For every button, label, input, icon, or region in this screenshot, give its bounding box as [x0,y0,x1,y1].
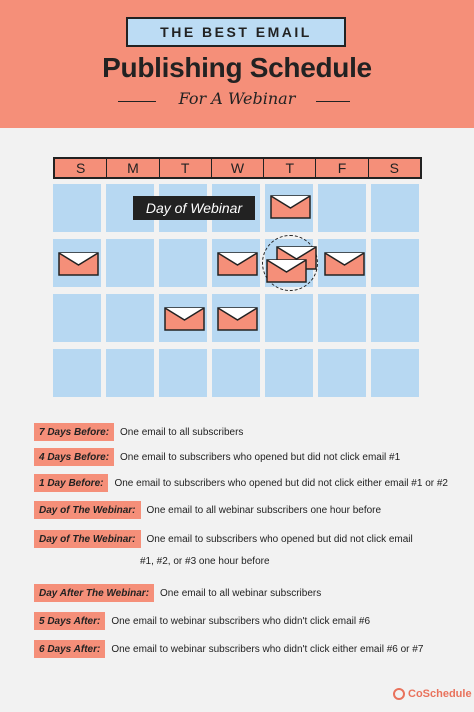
calendar-day-cell [371,184,419,232]
calendar-day-cell [371,239,419,287]
envelope-icon [217,307,258,331]
schedule-desc: One email to all subscribers [120,426,244,438]
envelope-icon [324,252,365,276]
calendar-day-cell [106,239,154,287]
weekday-mon: M [107,159,159,177]
schedule-tag: Day After The Webinar: [34,584,154,602]
calendar-day-cell [53,349,101,397]
calendar-day-cell [159,349,207,397]
schedule-row [34,612,370,630]
coschedule-logo [393,686,472,702]
schedule-desc: One email to all webinar subscribers [160,587,322,599]
calendar-day-cell [212,349,260,397]
schedule-tag: 4 Days Before: [34,448,114,466]
schedule-row [34,640,423,658]
schedule-tag: 1 Day Before: [34,474,108,492]
header-label-box: THE BEST EMAIL [126,17,346,47]
schedule-tag: 6 Days After: [34,640,105,658]
schedule-tag: Day of The Webinar: [34,530,141,548]
calendar-day-cell [106,349,154,397]
schedule-desc: One email to webinar subscribers who didn't click email #6 [111,615,371,627]
schedule-row [34,423,243,441]
schedule-row [34,448,400,466]
day-of-webinar-label: Day of Webinar [133,196,255,220]
calendar-day-cell [53,184,101,232]
schedule-row [34,584,321,602]
envelope-icon [270,195,311,219]
calendar-day-cell [371,349,419,397]
calendar-day-cell [265,349,313,397]
schedule-desc-continued: #1, #2, or #3 one hour before [140,556,270,567]
weekday-fri: F [316,159,368,177]
schedule-desc: One email to all webinar subscribers one hour before [146,504,382,516]
schedule-tag: 5 Days After: [34,612,105,630]
calendar-day-cell [265,294,313,342]
weekday-sun: S [55,159,107,177]
header-banner [0,0,474,128]
calendar-day-cell [159,239,207,287]
calendar-day-cell [318,349,366,397]
schedule-tag: Day of The Webinar: [34,501,141,519]
logo-text: CoSchedule [408,688,472,700]
envelope-icon [266,259,307,283]
page-subtitle: For A Webinar [178,89,296,108]
weekday-thu: T [264,159,316,177]
schedule-desc: One email to subscribers who opened but did not click email #1 [120,451,401,463]
coschedule-logo-icon [393,688,405,700]
schedule-row [34,474,448,492]
weekday-header [53,157,422,179]
schedule-desc: One email to subscribers who opened but did not click email [146,533,413,545]
page-title: Publishing Schedule [102,52,372,83]
calendar-day-cell [106,294,154,342]
calendar-day-cell [371,294,419,342]
envelope-icon [164,307,205,331]
calendar-day-cell [53,294,101,342]
weekday-tue: T [160,159,212,177]
schedule-row [34,501,381,519]
schedule-row [34,530,413,548]
schedule-desc: One email to webinar subscribers who didn't click either email #6 or #7 [111,643,424,655]
weekday-sat: S [389,160,399,176]
schedule-desc: One email to subscribers who opened but did not click either email #1 or #2 [114,477,448,489]
divider-right [316,101,350,102]
weekday-wed: W [212,159,264,177]
envelope-icon [217,252,258,276]
calendar-day-cell [318,184,366,232]
calendar-day-cell [318,294,366,342]
envelope-icon [58,252,99,276]
schedule-tag: 7 Days Before: [34,423,114,441]
